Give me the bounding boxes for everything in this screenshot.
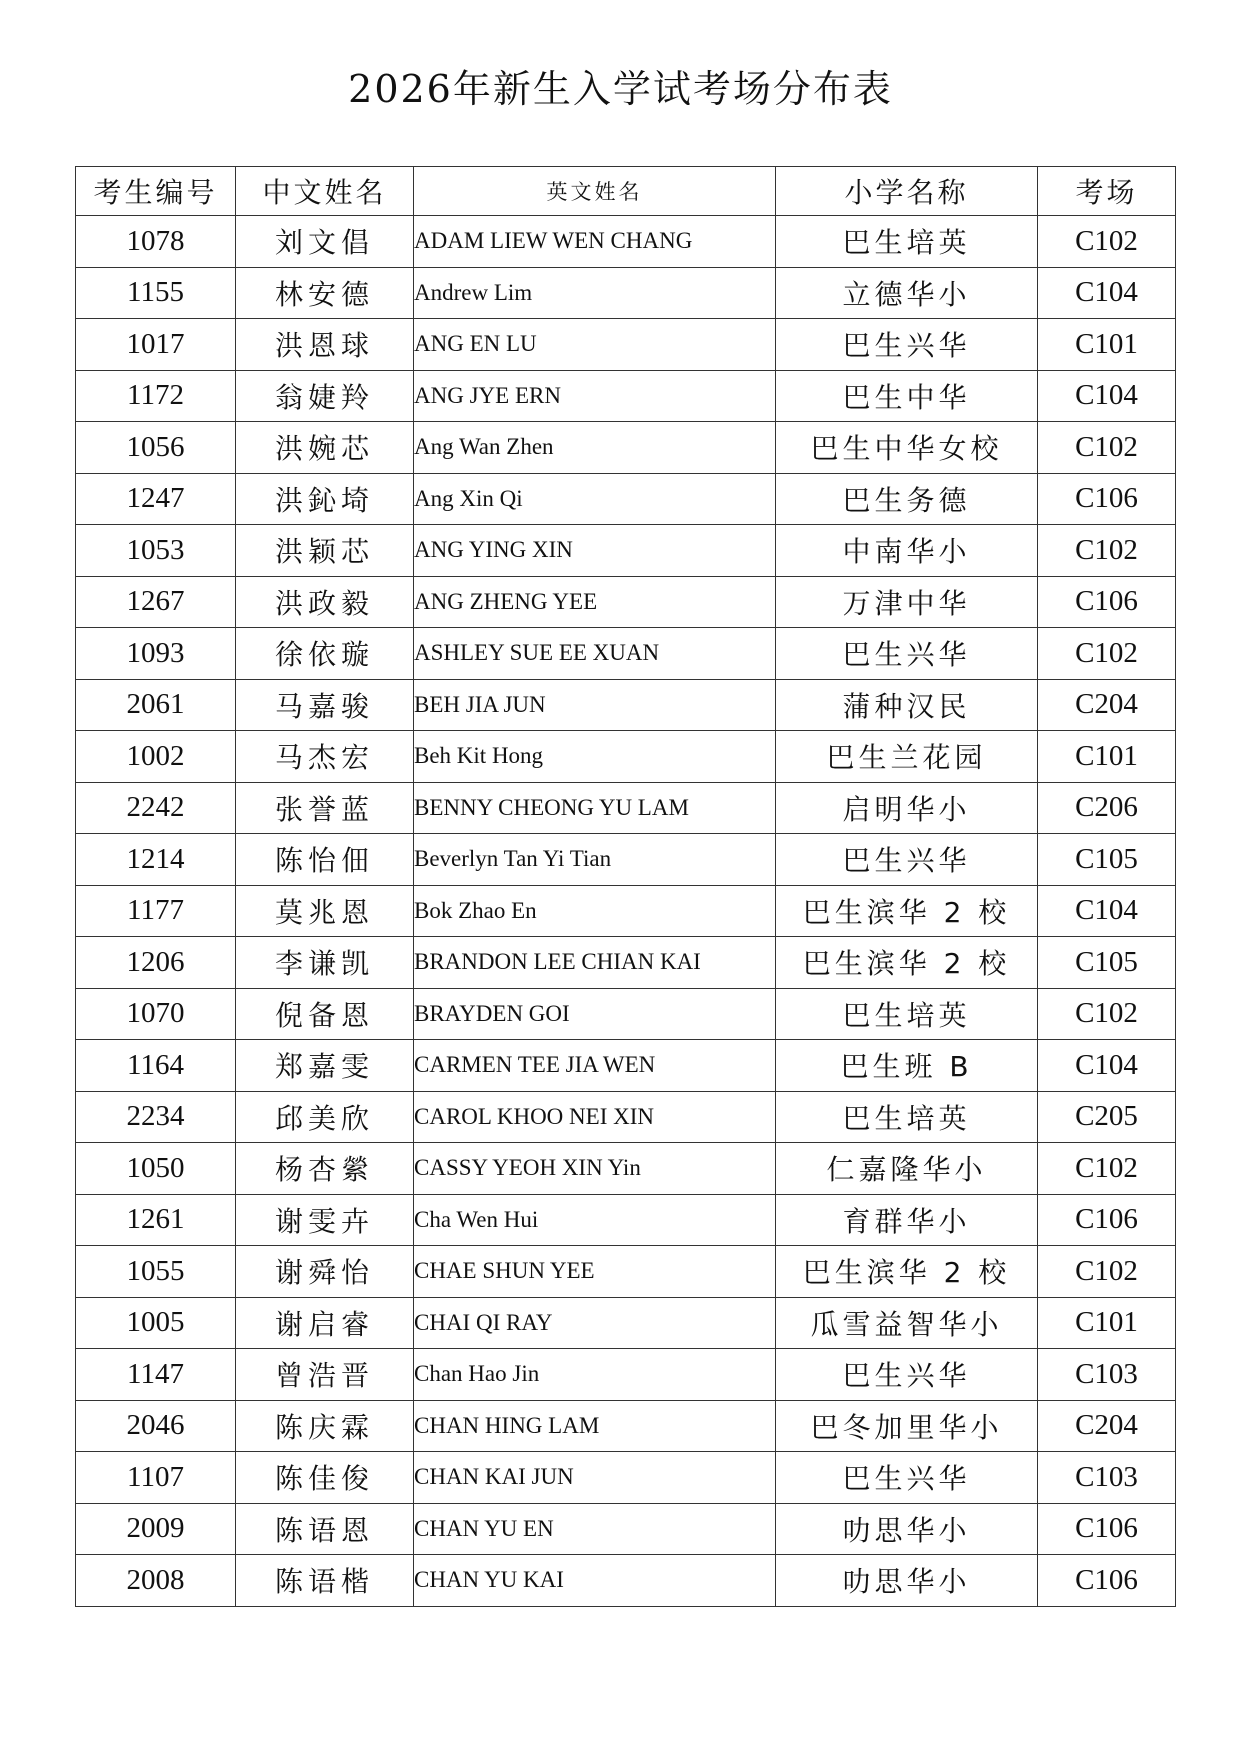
exam-room-cell: C105 bbox=[1038, 834, 1176, 886]
english-name-cell: CARMEN TEE JIA WEN bbox=[414, 1040, 776, 1092]
english-name-cell: BRANDON LEE CHIAN KAI bbox=[414, 937, 776, 989]
chinese-name-cell: 谢启睿 bbox=[236, 1297, 414, 1349]
candidate-id-cell: 1147 bbox=[76, 1349, 236, 1401]
exam-room-cell: C102 bbox=[1038, 216, 1176, 268]
chinese-name-cell: 陈怡佃 bbox=[236, 834, 414, 886]
school-name-cell: 巴生中华女校 bbox=[776, 422, 1038, 474]
table-row bbox=[76, 216, 1176, 268]
school-name-cell: 巴生班 B bbox=[776, 1040, 1038, 1092]
school-name-cell: 育群华小 bbox=[776, 1194, 1038, 1246]
school-name-cell: 巴生培英 bbox=[776, 216, 1038, 268]
chinese-name-cell: 邱美欣 bbox=[236, 1091, 414, 1143]
english-name-cell: CHAN HING LAM bbox=[414, 1400, 776, 1452]
exam-room-cell: C104 bbox=[1038, 267, 1176, 319]
english-name-cell: BEH JIA JUN bbox=[414, 679, 776, 731]
exam-room-cell: C102 bbox=[1038, 1143, 1176, 1195]
english-name-cell: ANG YING XIN bbox=[414, 525, 776, 577]
table-row bbox=[76, 937, 1176, 989]
table-row bbox=[76, 1091, 1176, 1143]
english-name-cell: ANG EN LU bbox=[414, 319, 776, 371]
chinese-name-cell: 杨杏縈 bbox=[236, 1143, 414, 1195]
school-name-cell: 巴生培英 bbox=[776, 988, 1038, 1040]
table-row bbox=[76, 370, 1176, 422]
exam-room-cell: C204 bbox=[1038, 679, 1176, 731]
chinese-name-cell: 马嘉骏 bbox=[236, 679, 414, 731]
exam-room-cell: C105 bbox=[1038, 937, 1176, 989]
english-name-cell: Cha Wen Hui bbox=[414, 1194, 776, 1246]
exam-room-cell: C101 bbox=[1038, 731, 1176, 783]
table-row bbox=[76, 267, 1176, 319]
candidate-id-cell: 1267 bbox=[76, 576, 236, 628]
exam-room-cell: C102 bbox=[1038, 1246, 1176, 1298]
school-name-cell: 蒲种汉民 bbox=[776, 679, 1038, 731]
candidate-id-cell: 1247 bbox=[76, 473, 236, 525]
candidate-id-cell: 1078 bbox=[76, 216, 236, 268]
table-row bbox=[76, 525, 1176, 577]
chinese-name-cell: 洪政毅 bbox=[236, 576, 414, 628]
school-name-cell: 中南华小 bbox=[776, 525, 1038, 577]
exam-room-cell: C106 bbox=[1038, 473, 1176, 525]
chinese-name-cell: 洪婉芯 bbox=[236, 422, 414, 474]
candidate-id-cell: 2061 bbox=[76, 679, 236, 731]
candidate-id-cell: 1053 bbox=[76, 525, 236, 577]
table-row bbox=[76, 679, 1176, 731]
table-row bbox=[76, 473, 1176, 525]
english-name-cell: CHAI QI RAY bbox=[414, 1297, 776, 1349]
table-row bbox=[76, 1349, 1176, 1401]
table-row bbox=[76, 1400, 1176, 1452]
school-name-cell: 巴生滨华 2 校 bbox=[776, 1246, 1038, 1298]
header-school-name: 小学名称 bbox=[776, 167, 1038, 216]
exam-room-cell: C103 bbox=[1038, 1452, 1176, 1504]
chinese-name-cell: 陈语楷 bbox=[236, 1555, 414, 1607]
header-chinese-name: 中文姓名 bbox=[236, 167, 414, 216]
candidate-id-cell: 1070 bbox=[76, 988, 236, 1040]
exam-room-cell: C102 bbox=[1038, 422, 1176, 474]
english-name-cell: Beverlyn Tan Yi Tian bbox=[414, 834, 776, 886]
english-name-cell: CASSY YEOH XIN Yin bbox=[414, 1143, 776, 1195]
chinese-name-cell: 莫兆恩 bbox=[236, 885, 414, 937]
candidate-id-cell: 2046 bbox=[76, 1400, 236, 1452]
page-title: 2026年新生入学试考场分布表 bbox=[348, 67, 893, 111]
candidate-id-cell: 1017 bbox=[76, 319, 236, 371]
exam-room-cell: C204 bbox=[1038, 1400, 1176, 1452]
table-row bbox=[76, 1555, 1176, 1607]
english-name-cell: CHAN YU EN bbox=[414, 1503, 776, 1555]
school-name-cell: 巴生培英 bbox=[776, 1091, 1038, 1143]
english-name-cell: ADAM LIEW WEN CHANG bbox=[414, 216, 776, 268]
exam-room-cell: C104 bbox=[1038, 1040, 1176, 1092]
chinese-name-cell: 翁婕羚 bbox=[236, 370, 414, 422]
table-row bbox=[76, 988, 1176, 1040]
table-row bbox=[76, 319, 1176, 371]
school-name-cell: 巴生兴华 bbox=[776, 834, 1038, 886]
header-exam-room: 考场 bbox=[1038, 167, 1176, 216]
school-name-cell: 立德华小 bbox=[776, 267, 1038, 319]
english-name-cell: Ang Xin Qi bbox=[414, 473, 776, 525]
english-name-cell: BRAYDEN GOI bbox=[414, 988, 776, 1040]
chinese-name-cell: 郑嘉雯 bbox=[236, 1040, 414, 1092]
chinese-name-cell: 林安德 bbox=[236, 267, 414, 319]
table-row bbox=[76, 422, 1176, 474]
exam-room-cell: C106 bbox=[1038, 576, 1176, 628]
table-row bbox=[76, 731, 1176, 783]
candidate-id-cell: 1164 bbox=[76, 1040, 236, 1092]
exam-room-cell: C205 bbox=[1038, 1091, 1176, 1143]
candidate-id-cell: 1002 bbox=[76, 731, 236, 783]
table-row bbox=[76, 1297, 1176, 1349]
school-name-cell: 叻思华小 bbox=[776, 1555, 1038, 1607]
table-row bbox=[76, 1452, 1176, 1504]
candidate-id-cell: 1055 bbox=[76, 1246, 236, 1298]
chinese-name-cell: 谢雯卉 bbox=[236, 1194, 414, 1246]
english-name-cell: ANG ZHENG YEE bbox=[414, 576, 776, 628]
exam-room-cell: C106 bbox=[1038, 1194, 1176, 1246]
exam-room-table bbox=[75, 166, 1176, 1607]
chinese-name-cell: 陈佳俊 bbox=[236, 1452, 414, 1504]
chinese-name-cell: 刘文倡 bbox=[236, 216, 414, 268]
table-body bbox=[76, 216, 1176, 1607]
exam-room-cell: C206 bbox=[1038, 782, 1176, 834]
english-name-cell: CHAE SHUN YEE bbox=[414, 1246, 776, 1298]
exam-room-cell: C104 bbox=[1038, 370, 1176, 422]
english-name-cell: Beh Kit Hong bbox=[414, 731, 776, 783]
candidate-id-cell: 1261 bbox=[76, 1194, 236, 1246]
candidate-id-cell: 1172 bbox=[76, 370, 236, 422]
school-name-cell: 巴生滨华 2 校 bbox=[776, 937, 1038, 989]
chinese-name-cell: 曾浩晋 bbox=[236, 1349, 414, 1401]
school-name-cell: 叻思华小 bbox=[776, 1503, 1038, 1555]
chinese-name-cell: 张誉蓝 bbox=[236, 782, 414, 834]
exam-room-cell: C104 bbox=[1038, 885, 1176, 937]
candidate-id-cell: 1177 bbox=[76, 885, 236, 937]
candidate-id-cell: 1214 bbox=[76, 834, 236, 886]
exam-room-cell: C103 bbox=[1038, 1349, 1176, 1401]
table-row bbox=[76, 576, 1176, 628]
school-name-cell: 巴生中华 bbox=[776, 370, 1038, 422]
candidate-id-cell: 1093 bbox=[76, 628, 236, 680]
exam-room-cell: C101 bbox=[1038, 319, 1176, 371]
english-name-cell: Chan Hao Jin bbox=[414, 1349, 776, 1401]
candidate-id-cell: 2234 bbox=[76, 1091, 236, 1143]
candidate-id-cell: 1206 bbox=[76, 937, 236, 989]
english-name-cell: CHAN YU KAI bbox=[414, 1555, 776, 1607]
chinese-name-cell: 洪鈊埼 bbox=[236, 473, 414, 525]
school-name-cell: 仁嘉隆华小 bbox=[776, 1143, 1038, 1195]
table-row bbox=[76, 1194, 1176, 1246]
table-row bbox=[76, 885, 1176, 937]
english-name-cell: Ang Wan Zhen bbox=[414, 422, 776, 474]
candidate-id-cell: 2009 bbox=[76, 1503, 236, 1555]
table-header-row bbox=[76, 167, 1176, 216]
candidate-id-cell: 2242 bbox=[76, 782, 236, 834]
table-row bbox=[76, 1143, 1176, 1195]
chinese-name-cell: 洪颖芯 bbox=[236, 525, 414, 577]
chinese-name-cell: 倪备恩 bbox=[236, 988, 414, 1040]
school-name-cell: 巴生兴华 bbox=[776, 319, 1038, 371]
school-name-cell: 巴生滨华 2 校 bbox=[776, 885, 1038, 937]
header-candidate-id: 考生编号 bbox=[76, 167, 236, 216]
chinese-name-cell: 陈庆霖 bbox=[236, 1400, 414, 1452]
english-name-cell: ASHLEY SUE EE XUAN bbox=[414, 628, 776, 680]
school-name-cell: 启明华小 bbox=[776, 782, 1038, 834]
candidate-id-cell: 1050 bbox=[76, 1143, 236, 1195]
english-name-cell: Andrew Lim bbox=[414, 267, 776, 319]
table-row bbox=[76, 1040, 1176, 1092]
school-name-cell: 巴生务德 bbox=[776, 473, 1038, 525]
school-name-cell: 瓜雪益智华小 bbox=[776, 1297, 1038, 1349]
table-row bbox=[76, 1503, 1176, 1555]
school-name-cell: 巴冬加里华小 bbox=[776, 1400, 1038, 1452]
chinese-name-cell: 洪恩球 bbox=[236, 319, 414, 371]
exam-room-cell: C102 bbox=[1038, 525, 1176, 577]
table-row bbox=[76, 1246, 1176, 1298]
english-name-cell: BENNY CHEONG YU LAM bbox=[414, 782, 776, 834]
english-name-cell: CHAN KAI JUN bbox=[414, 1452, 776, 1504]
school-name-cell: 巴生兴华 bbox=[776, 1452, 1038, 1504]
school-name-cell: 巴生兴华 bbox=[776, 1349, 1038, 1401]
candidate-id-cell: 2008 bbox=[76, 1555, 236, 1607]
candidate-id-cell: 1056 bbox=[76, 422, 236, 474]
exam-room-cell: C101 bbox=[1038, 1297, 1176, 1349]
exam-room-cell: C106 bbox=[1038, 1503, 1176, 1555]
chinese-name-cell: 徐依璇 bbox=[236, 628, 414, 680]
table-row bbox=[76, 628, 1176, 680]
english-name-cell: Bok Zhao En bbox=[414, 885, 776, 937]
school-name-cell: 巴生兴华 bbox=[776, 628, 1038, 680]
english-name-cell: CAROL KHOO NEI XIN bbox=[414, 1091, 776, 1143]
chinese-name-cell: 谢舜怡 bbox=[236, 1246, 414, 1298]
english-name-cell: ANG JYE ERN bbox=[414, 370, 776, 422]
school-name-cell: 巴生兰花园 bbox=[776, 731, 1038, 783]
exam-room-cell: C102 bbox=[1038, 988, 1176, 1040]
chinese-name-cell: 李谦凯 bbox=[236, 937, 414, 989]
school-name-cell: 万津中华 bbox=[776, 576, 1038, 628]
header-english-name: 英文姓名 bbox=[414, 167, 776, 216]
chinese-name-cell: 陈语恩 bbox=[236, 1503, 414, 1555]
candidate-id-cell: 1155 bbox=[76, 267, 236, 319]
candidate-id-cell: 1005 bbox=[76, 1297, 236, 1349]
exam-room-cell: C106 bbox=[1038, 1555, 1176, 1607]
table-row bbox=[76, 782, 1176, 834]
candidate-id-cell: 1107 bbox=[76, 1452, 236, 1504]
exam-room-cell: C102 bbox=[1038, 628, 1176, 680]
table-row bbox=[76, 834, 1176, 886]
chinese-name-cell: 马杰宏 bbox=[236, 731, 414, 783]
